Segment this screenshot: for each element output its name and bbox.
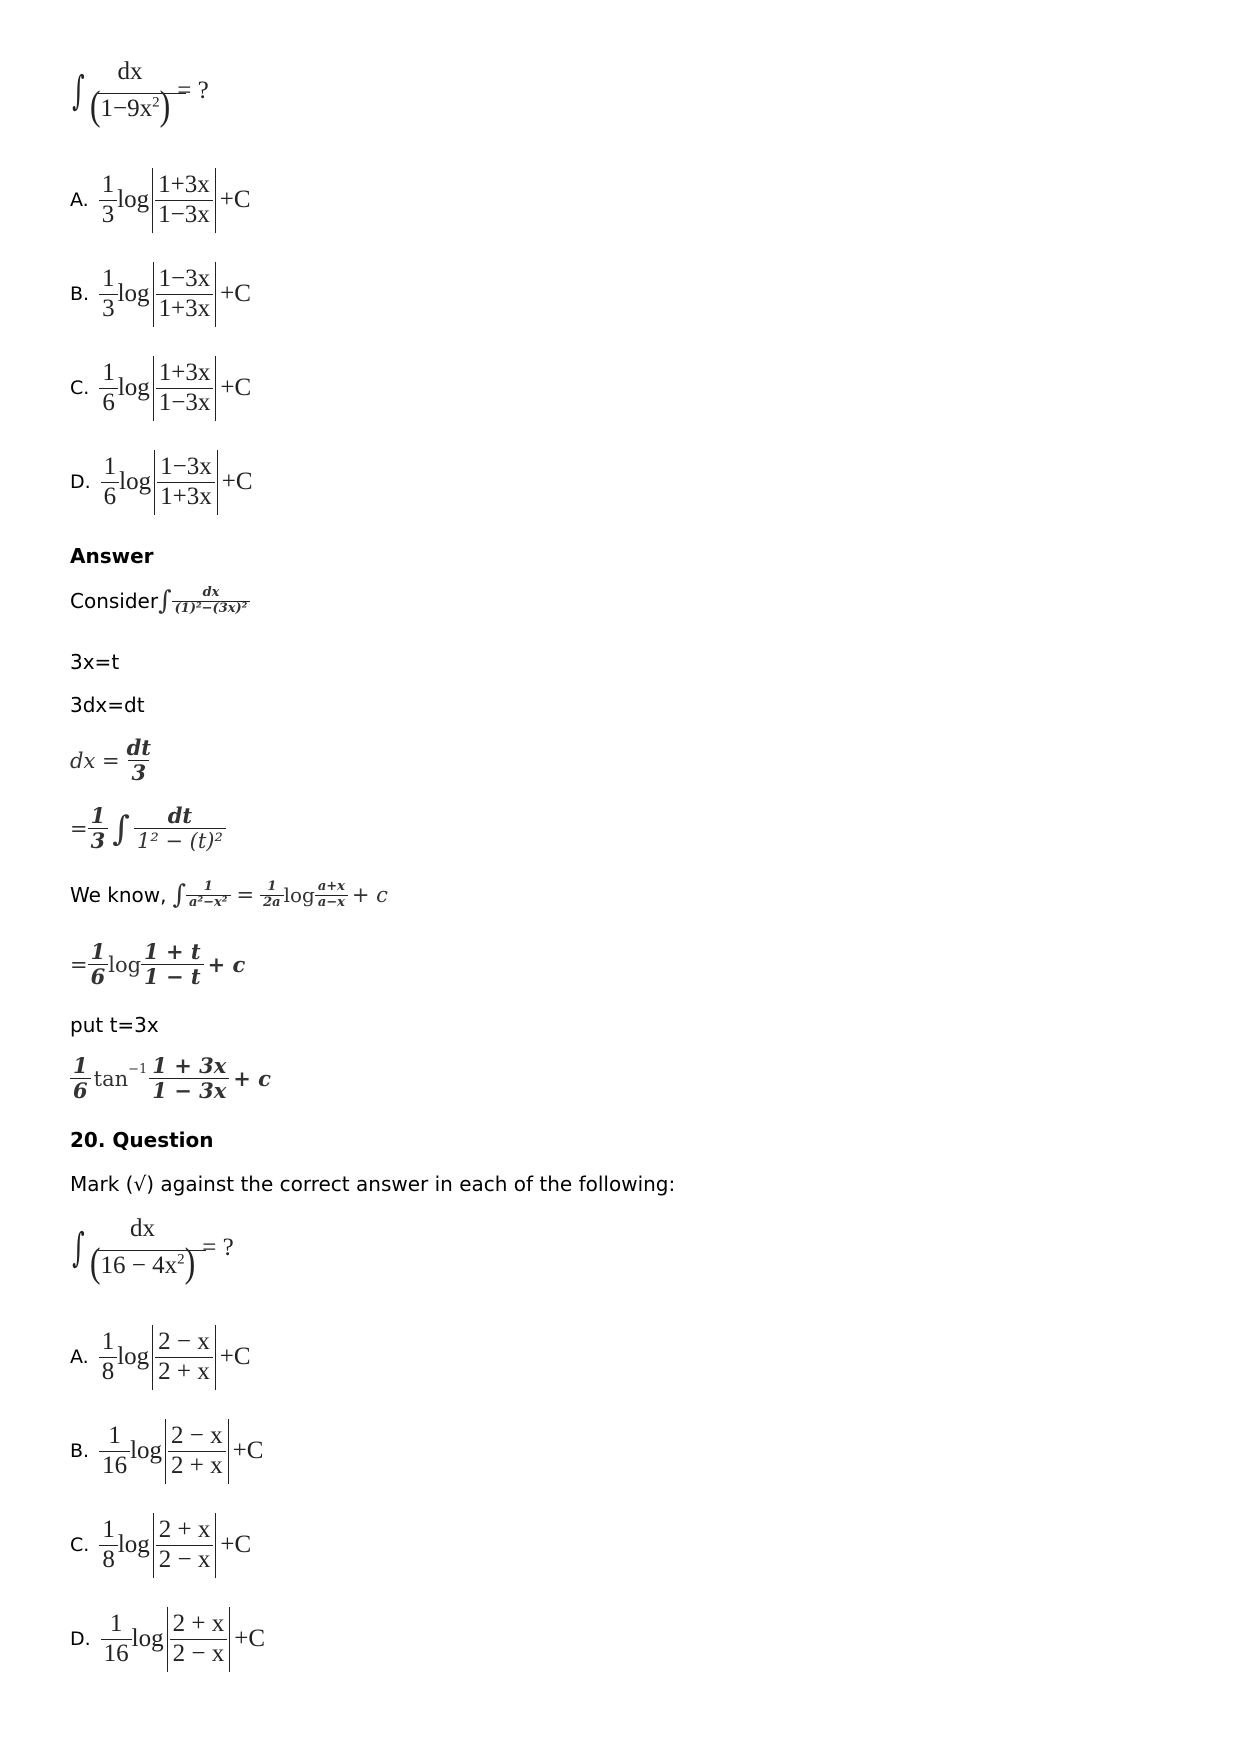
answer-heading: Answer bbox=[70, 544, 154, 568]
q20-question-expression: ∫ dx $(16 - 4x^2)$ = ? bbox=[72, 1215, 234, 1286]
q20-question-denominator: 16 − 4x bbox=[100, 1251, 178, 1279]
solution-standard-formula: We know, ∫ $\frac{1}{\text{a²−x²}}$ = $\frac{1}{2a}$ log $\frac{a+x}{a-x}$ + c bbox=[70, 879, 388, 911]
q19-question-numerator: dx bbox=[117, 58, 143, 85]
solution-line-substitution: 3x=t bbox=[70, 650, 120, 674]
integral-sign-icon: ∫ bbox=[172, 880, 187, 911]
solution-result: = $\frac{1}{6}$ log $\frac{1 + t}{1 - t}$ + c bbox=[70, 939, 246, 990]
q20-option-c[interactable]: C. $\frac{1}{8}$ log $\frac{2 + x}{2 - x}$ +C bbox=[70, 1513, 251, 1578]
q20-heading: 20. Question bbox=[70, 1128, 214, 1152]
solution-consider: Consider ∫ $\frac{dx}{\text{(1)²−(3x)²}}$ bbox=[70, 586, 250, 617]
solution-dx-expression: dx = $\frac{dt}{3}$ bbox=[70, 735, 151, 786]
q19-option-b[interactable]: B. $\frac{1}{3}$ log $\frac{1-3x}{1+3x}$ +C bbox=[70, 262, 251, 327]
integral-sign-icon: ∫ bbox=[112, 808, 130, 849]
integral-sign-icon: ∫ bbox=[72, 1224, 85, 1271]
q19-question-expression: ∫ dx $(1-9x^2)$ = ? bbox=[72, 58, 209, 129]
q19-option-d[interactable]: D. $\frac{1}{6}$ log $\frac{1-3x}{1+3x}$ +C bbox=[70, 450, 253, 515]
q19-option-a[interactable]: A. $\frac{1}{3}$ log $\frac{1+3x}{1-3x}$ +C bbox=[70, 168, 251, 233]
q20-option-d[interactable]: D. $\frac{1}{16}$ log $\frac{2 + x}{2 - x}$ +C bbox=[70, 1607, 265, 1672]
solution-put-line: put t=3x bbox=[70, 1013, 159, 1037]
q19-question-denominator: 1−9x bbox=[100, 94, 153, 122]
q19-question-fraction-bar bbox=[98, 93, 186, 94]
q19-question-rhs: = ? bbox=[177, 76, 209, 104]
integral-sign-icon: ∫ bbox=[72, 67, 85, 114]
q20-instruction: Mark (√) against the correct answer in each of the following: bbox=[70, 1172, 676, 1196]
q20-option-b[interactable]: B. $\frac{1}{16}$ log $\frac{2 - x}{2 + x}$ +C bbox=[70, 1419, 263, 1484]
q20-question-numerator: dx bbox=[130, 1215, 156, 1242]
solution-final: $\frac{1}{6}$ tan $^{-1}$ $\frac{1 + 3x}{1 - 3x}$ + c bbox=[70, 1054, 271, 1103]
integral-sign-icon: ∫ bbox=[158, 586, 172, 617]
q20-question-rhs: = ? bbox=[202, 1233, 234, 1261]
q20-question-fraction-bar bbox=[98, 1250, 206, 1251]
q20-option-a[interactable]: A. $\frac{1}{8}$ log $\frac{2 - x}{2 + x}$ +C bbox=[70, 1325, 251, 1390]
solution-line-differential: 3dx=dt bbox=[70, 693, 145, 717]
solution-step-integral: = $\frac{1}{3}$ ∫ $\frac{dt}{\text{1² − (t)²}}$ bbox=[70, 804, 226, 853]
q19-option-c[interactable]: C. $\frac{1}{6}$ log $\frac{1+3x}{1-3x}$ +C bbox=[70, 356, 251, 421]
